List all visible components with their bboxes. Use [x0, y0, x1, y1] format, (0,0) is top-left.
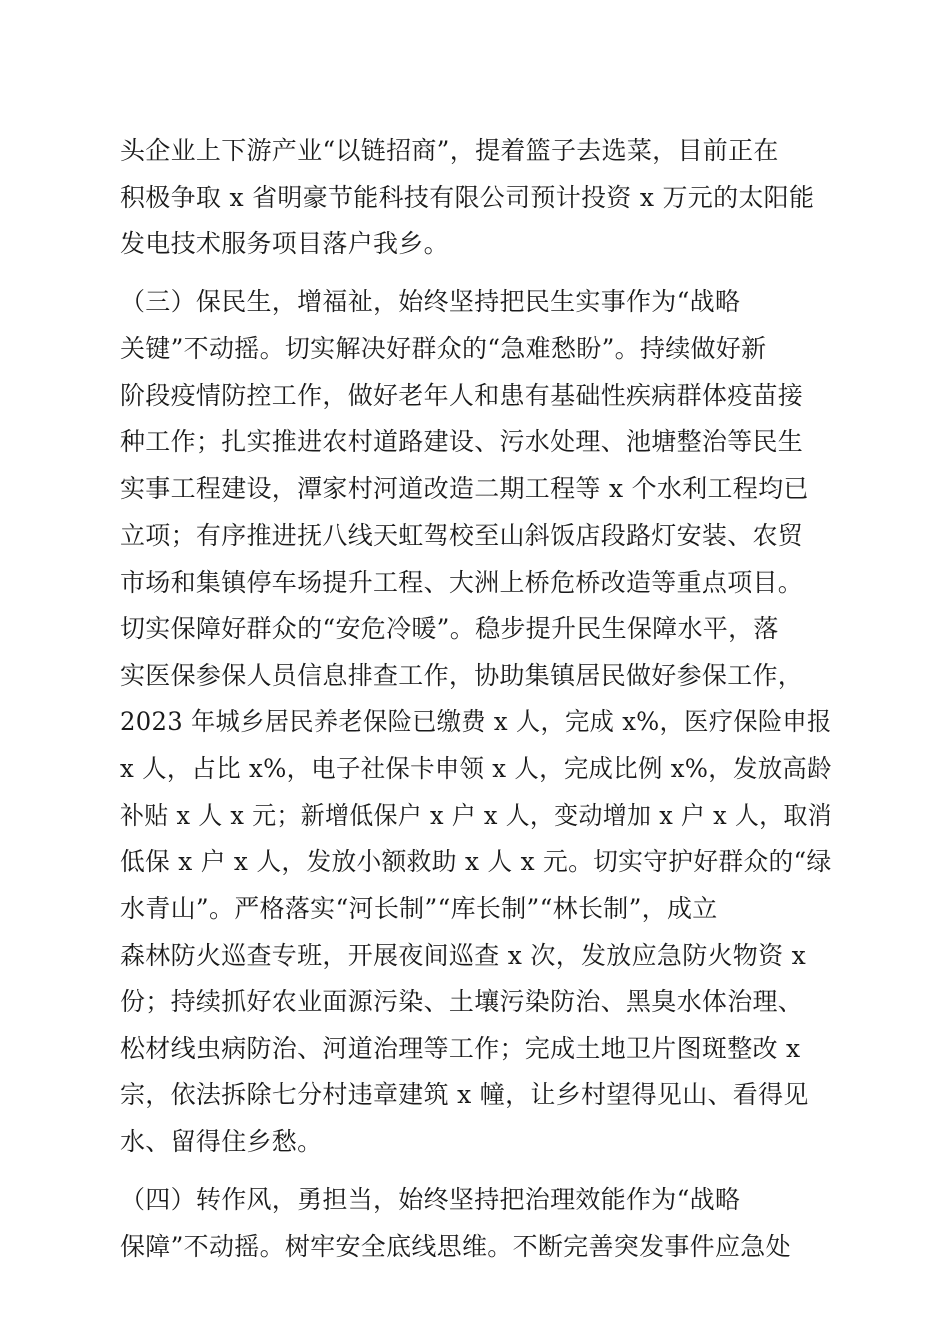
text-line: x 人，占比 x%，电子社保卡申领 x 人，完成比例 x%，发放高龄	[120, 754, 832, 783]
text-line: 实医保参保人员信息排查工作，协助集镇居民做好参保工作，	[120, 661, 804, 690]
text-line: 森林防火巡查专班，开展夜间巡查 x 次，发放应急防火物资 x	[120, 941, 807, 970]
text-line: 份；持续抓好农业面源污染、土壤污染防治、黑臭水体治理、	[120, 987, 804, 1016]
text-line: 保障”不动摇。树牢安全底线思维。不断完善突发事件应急处	[120, 1232, 791, 1261]
text-line: 阶段疫情防控工作，做好老年人和患有基础性疾病群体疫苗接	[120, 381, 804, 410]
text-line: 2023 年城乡居民养老保险已缴费 x 人，完成 x%，医疗保险申报	[120, 707, 832, 736]
text-line: 低保 x 户 x 人，发放小额救助 x 人 x 元。切实守护好群众的“绿	[120, 847, 832, 876]
text-line: 头企业上下游产业“以链招商”，提着篮子去选菜，目前正在	[120, 136, 779, 165]
text-line: （三）保民生，增福祉，始终坚持把民生实事作为“战略	[120, 287, 741, 316]
text-line: 水、留得住乡愁。	[120, 1127, 323, 1156]
text-line: 种工作；扎实推进农村道路建设、污水处理、池塘整治等民生	[120, 427, 804, 456]
text-line: 发电技术服务项目落户我乡。	[120, 229, 449, 258]
text-line: 实事工程建设，潭家村河道改造二期工程等 x 个水利工程均已	[120, 474, 809, 503]
text-line: 水青山”。严格落实“河长制”“库长制”“林长制”，成立	[120, 894, 718, 923]
text-line: 松材线虫病防治、河道治理等工作；完成土地卫片图斑整改 x	[120, 1034, 801, 1063]
text-line: 市场和集镇停车场提升工程、大洲上桥危桥改造等重点项目。	[120, 568, 804, 597]
text-line: 宗，依法拆除七分村违章建筑 x 幢，让乡村望得见山、看得见	[120, 1080, 809, 1109]
text-line: 立项；有序推进抚八线天虹驾校至山斜饭店段路灯安装、农贸	[120, 521, 804, 550]
text-line: 关键”不动摇。切实解决好群众的“急难愁盼”。持续做好新	[120, 334, 767, 363]
text-line: （四）转作风，勇担当，始终坚持把治理效能作为“战略	[120, 1185, 741, 1214]
text-line: 切实保障好群众的“安危冷暖”。稳步提升民生保障水平，落	[120, 614, 779, 643]
text-line: 补贴 x 人 x 元；新增低保户 x 户 x 人，变动增加 x 户 x 人，取消	[120, 801, 832, 830]
text-line: 积极争取 x 省明豪节能科技有限公司预计投资 x 万元的太阳能	[120, 183, 815, 212]
